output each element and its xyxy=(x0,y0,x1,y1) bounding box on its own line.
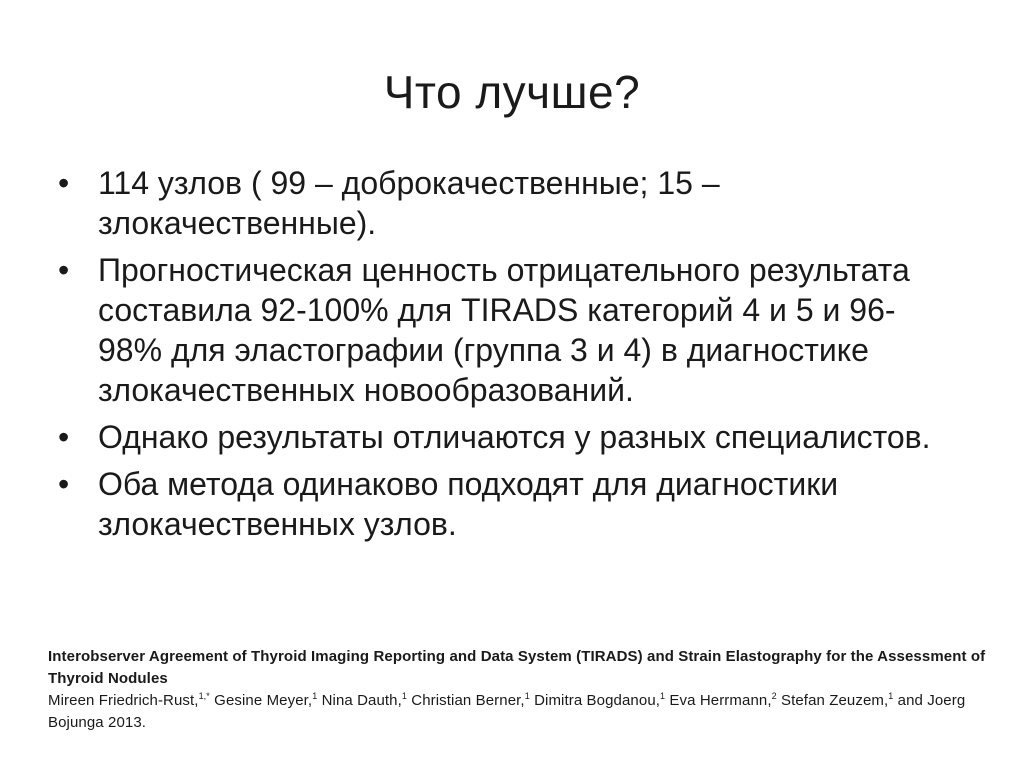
bullet-item xyxy=(58,464,958,544)
reference-authors xyxy=(48,690,988,734)
reference-citation xyxy=(48,646,988,734)
author-affiliation: 1 xyxy=(312,691,318,701)
bullet-item xyxy=(58,163,958,243)
bullet-dot-icon: • xyxy=(58,466,70,502)
author-name: and Joerg Bojunga 2013. xyxy=(48,692,966,731)
author-name: Gesine Meyer, xyxy=(214,692,313,709)
author-affiliation: 2 xyxy=(771,691,777,701)
author-affiliation: 1 xyxy=(888,691,894,701)
bullet-dot-icon: • xyxy=(58,419,70,455)
author-affiliation: 1 xyxy=(401,691,407,701)
bullet-item xyxy=(58,250,958,410)
author-name: Mireen Friedrich-Rust, xyxy=(48,692,199,709)
bullet-text: Прогностическая ценность отрицательного результата составила 92-100% для TIRADS категорий 4 и 5 и 96-98% для эластографии (группа 3 и 4) в диагностике злокачественных новообразований. xyxy=(98,252,910,408)
author-name: Christian Berner, xyxy=(411,692,525,709)
author-name: Stefan Zeuzem, xyxy=(780,692,889,709)
author-name: Nina Dauth, xyxy=(321,692,402,709)
bullet-list xyxy=(58,163,958,551)
author-affiliation: 1 xyxy=(660,691,666,701)
author-name: Dimitra Bogdanou, xyxy=(534,692,661,709)
reference-title: Interobserver Agreement of Thyroid Imaging Reporting and Data System (TIRADS) and Strain Elastography for the Assessment of Thyroid Nodules xyxy=(48,648,986,687)
bullet-text: Оба метода одинаково подходят для диагностики злокачественных узлов. xyxy=(98,466,839,542)
author-affiliation: 1,* xyxy=(198,691,210,701)
bullet-text: Однако результаты отличаются у разных специалистов. xyxy=(98,419,931,455)
bullet-dot-icon: • xyxy=(58,165,70,201)
bullet-item xyxy=(58,417,958,457)
author-name: Eva Herrmann, xyxy=(669,692,772,709)
bullet-dot-icon: • xyxy=(58,252,70,288)
slide-title: Что лучше? xyxy=(383,66,641,118)
author-affiliation: 1 xyxy=(524,691,530,701)
bullet-text: 114 узлов ( 99 – доброкачественные; 15 – злокачественные). xyxy=(98,165,720,241)
